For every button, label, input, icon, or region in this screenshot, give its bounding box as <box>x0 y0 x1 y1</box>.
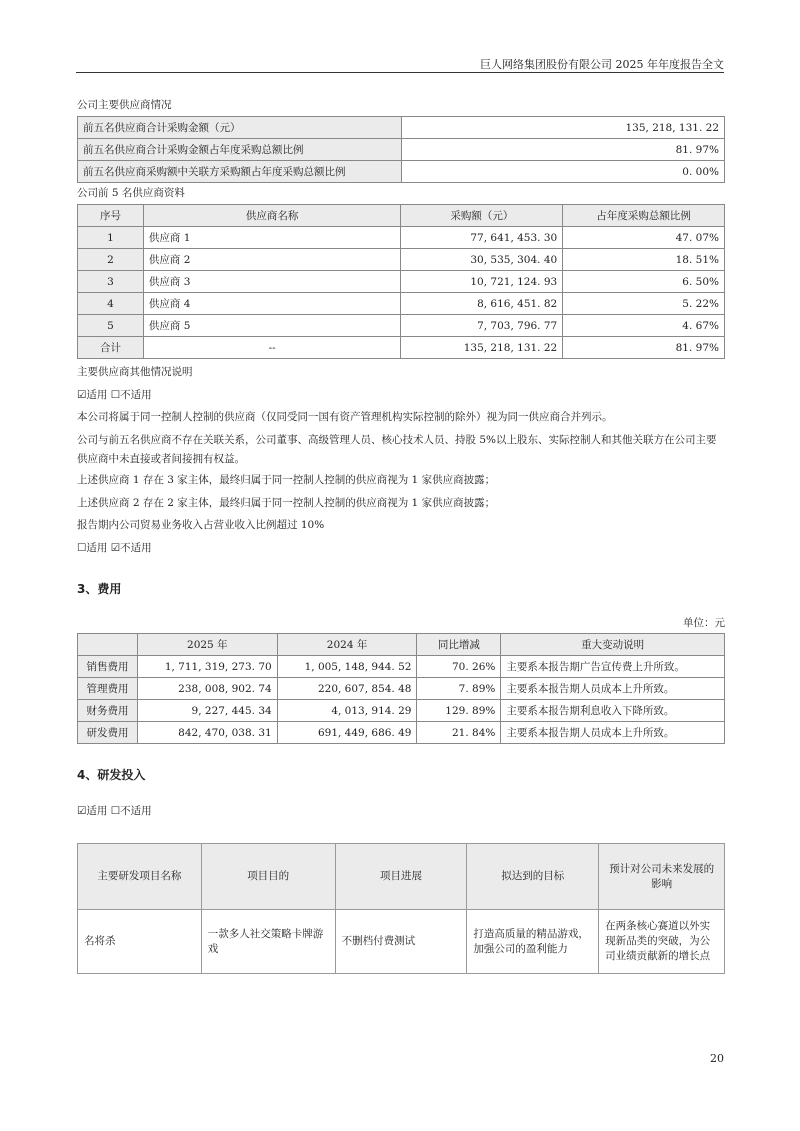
table-total-row <box>78 337 725 359</box>
supplier-notes-title: 主要供应商其他情况说明 <box>77 366 193 378</box>
cell: 2 <box>78 249 144 271</box>
table-header-row <box>78 844 725 910</box>
table-row <box>78 117 725 139</box>
note-paragraph: 上述供应商 1 存在 3 家主体，最终归属于同一控制人控制的供应商视为 1 家供应商披露； <box>77 474 496 486</box>
table-row <box>78 315 725 337</box>
cell: 主要系本报告期人员成本上升所致。 <box>501 722 725 744</box>
cell: 8, 616, 451. 82 <box>401 293 563 315</box>
col-header: 序号 <box>78 205 144 227</box>
table-row <box>78 293 725 315</box>
applicability-checkbox: ☑适用 ☐不适用 <box>77 389 152 401</box>
cell: 1, 005, 148, 944. 52 <box>277 656 417 678</box>
cell: 主要系本报告期利息收入下降所致。 <box>501 700 725 722</box>
cell: 4 <box>78 293 144 315</box>
cell: 7. 89% <box>417 678 501 700</box>
note-paragraph: 报告期内公司贸易业务收入占营业收入比例超过 10% <box>77 519 325 531</box>
cell: 名将杀 <box>78 910 202 974</box>
supplier-table <box>77 204 725 359</box>
note-paragraph: 本公司将属于同一控制人控制的供应商（仅同受同一国有资产管理机构实际控制的除外）视为同一供应商合并列示。 <box>77 411 613 423</box>
col-header: 同比增减 <box>417 634 501 656</box>
col-header: 采购额（元） <box>401 205 563 227</box>
cell: 18. 51% <box>563 249 725 271</box>
cell: 5 <box>78 315 144 337</box>
table-header-row <box>78 205 725 227</box>
cell: 研发费用 <box>78 722 138 744</box>
cell: 供应商 4 <box>143 293 401 315</box>
cell: 47. 07% <box>563 227 725 249</box>
col-header: 预计对公司未来发展的影响 <box>599 844 725 910</box>
cell: 供应商 1 <box>143 227 401 249</box>
cell: 77, 641, 453. 30 <box>401 227 563 249</box>
cell: 1, 711, 319, 273. 70 <box>137 656 277 678</box>
cell: -- <box>143 337 401 359</box>
col-header: 拟达到的目标 <box>467 844 599 910</box>
table-row <box>78 249 725 271</box>
col-header <box>78 634 138 656</box>
summary-value: 81. 97% <box>401 139 725 161</box>
cell: 70. 26% <box>417 656 501 678</box>
cell: 供应商 5 <box>143 315 401 337</box>
cell: 238, 008, 902. 74 <box>137 678 277 700</box>
cell: 691, 449, 686. 49 <box>277 722 417 744</box>
note-paragraph: 公司与前五名供应商不存在关联关系，公司董事、高级管理人员、核心技术人员、持股 5%以上股东、实际控制人和其他关联方在公司主要供应商中未直接或者间接拥有权益。 <box>77 434 717 465</box>
cell: 1 <box>78 227 144 249</box>
note-paragraph: 上述供应商 2 存在 2 家主体，最终归属于同一控制人控制的供应商视为 1 家供应商披露； <box>77 497 496 509</box>
summary-value: 0. 00% <box>401 161 725 183</box>
cell: 129. 89% <box>417 700 501 722</box>
supplier-summary-table <box>77 116 725 183</box>
cell: 销售费用 <box>78 656 138 678</box>
cell: 4, 013, 914. 29 <box>277 700 417 722</box>
col-header: 项目目的 <box>201 844 335 910</box>
cell: 财务费用 <box>78 700 138 722</box>
cell: 供应商 3 <box>143 271 401 293</box>
cell: 主要系本报告期广告宣传费上升所致。 <box>501 656 725 678</box>
col-header: 2025 年 <box>137 634 277 656</box>
cell: 7, 703, 796. 77 <box>401 315 563 337</box>
cell: 5. 22% <box>563 293 725 315</box>
col-header: 2024 年 <box>277 634 417 656</box>
cell: 供应商 2 <box>143 249 401 271</box>
cell: 220, 607, 854. 48 <box>277 678 417 700</box>
table-row <box>78 656 725 678</box>
col-header: 主要研发项目名称 <box>78 844 202 910</box>
summary-value: 135, 218, 131. 22 <box>401 117 725 139</box>
table-row <box>78 910 725 974</box>
cell: 一款多人社交策略卡牌游戏 <box>201 910 335 974</box>
supplier-table-caption: 公司前 5 名供应商资料 <box>77 187 185 199</box>
col-header: 占年度采购总额比例 <box>563 205 725 227</box>
cell: 打造高质量的精品游戏，加强公司的盈利能力 <box>467 910 599 974</box>
cell: 主要系本报告期人员成本上升所致。 <box>501 678 725 700</box>
table-row <box>78 722 725 744</box>
col-header: 供应商名称 <box>143 205 401 227</box>
cell: 4. 67% <box>563 315 725 337</box>
unit-label: 单位：元 <box>683 617 725 629</box>
table-row <box>78 271 725 293</box>
table-row <box>78 139 725 161</box>
cell: 合计 <box>78 337 144 359</box>
table-row <box>78 161 725 183</box>
table-row <box>78 700 725 722</box>
cell: 81. 97% <box>563 337 725 359</box>
cell: 在两条核心赛道以外实现新品类的突破，为公司业绩贡献新的增长点 <box>599 910 725 974</box>
header-title: 巨人网络集团股份有限公司 2025 年年度报告全文 <box>480 58 724 71</box>
cell: 6. 50% <box>563 271 725 293</box>
applicability-checkbox: ☐适用 ☑不适用 <box>77 542 152 554</box>
cell: 3 <box>78 271 144 293</box>
page-number: 20 <box>710 1052 724 1065</box>
summary-label: 前五名供应商采购额中关联方采购额占年度采购总额比例 <box>78 161 402 183</box>
cell: 管理费用 <box>78 678 138 700</box>
summary-label: 前五名供应商合计采购金额（元） <box>78 117 402 139</box>
supplier-summary-caption: 公司主要供应商情况 <box>77 99 172 111</box>
cell: 842, 470, 038. 31 <box>137 722 277 744</box>
col-header: 项目进展 <box>335 844 467 910</box>
rd-projects-table <box>77 843 725 974</box>
cell: 9, 227, 445. 34 <box>137 700 277 722</box>
cell: 30, 535, 304. 40 <box>401 249 563 271</box>
applicability-checkbox: ☑适用 ☐不适用 <box>77 805 152 817</box>
cell: 135, 218, 131. 22 <box>401 337 563 359</box>
table-row <box>78 227 725 249</box>
table-row <box>78 678 725 700</box>
cell: 21. 84% <box>417 722 501 744</box>
page-header <box>76 55 724 73</box>
section-title: 4、研发投入 <box>77 768 146 782</box>
summary-label: 前五名供应商合计采购金额占年度采购总额比例 <box>78 139 402 161</box>
cell: 10, 721, 124. 93 <box>401 271 563 293</box>
table-header-row <box>78 634 725 656</box>
cell: 不删档付费测试 <box>335 910 467 974</box>
expenses-table <box>77 633 725 744</box>
section-title: 3、费用 <box>77 582 122 596</box>
col-header: 重大变动说明 <box>501 634 725 656</box>
